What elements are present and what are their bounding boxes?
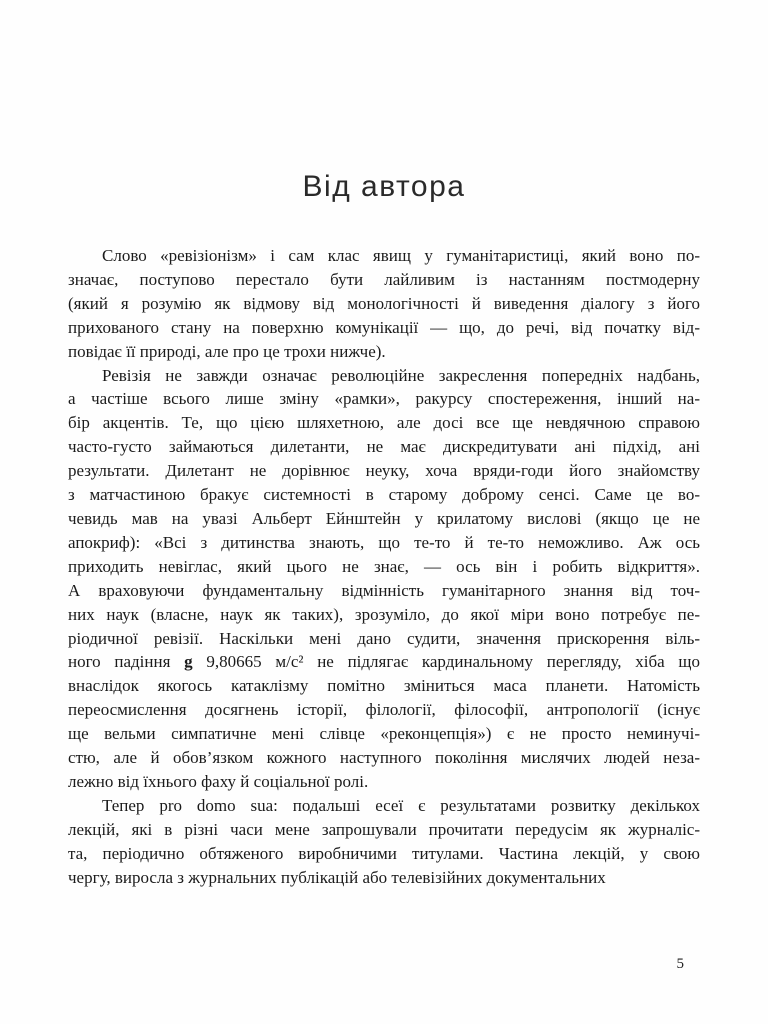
text-line: переосмислення досягнень історії, філології, філософії, антропології (існує — [68, 700, 700, 720]
paragraph — [68, 364, 700, 794]
text-line: значає, поступово перестало бути лайливим із настанням постмодерну — [68, 269, 700, 289]
text-line: прихованого стану на поверхню комунікації — що, до речі, від початку від- — [68, 317, 700, 337]
text-line: ріодичної ревізії. Наскільки мені дано судити, значення прискорення віль- — [68, 628, 700, 648]
text-line: ще вельми симпатичне мені слівце «реконцепція») є не просто неминучі- — [68, 724, 700, 744]
paragraph — [68, 794, 700, 890]
text-line: внаслідок якогось катаклізму помітно зміниться маса планети. Натомість — [68, 676, 700, 696]
text-line: приходить невіглас, який цього не знає, — ось він і робить відкриття». — [68, 556, 700, 576]
text-line: Ревізія не завжди означає революційне закреслення попередніх надбань, — [102, 365, 700, 385]
text-line: а частіше всього лише зміну «рамки», ракурсу спостереження, інший на- — [68, 389, 700, 409]
text-line: часто-густо займаються дилетанти, не має дискредитувати ані підхід, ані — [68, 437, 700, 457]
text-line: лекцій, які в різні часи мене запрошували прочитати передусім як журналіс- — [68, 819, 700, 839]
text-line: А враховуючи фундаментальну відмінність гуманітарного знання від точ- — [68, 580, 700, 600]
text-line: них наук (власне, наук як таких), зрозуміло, до якої міри воно потребує пе- — [68, 604, 700, 624]
text-line: стю, але й обов’язком кожного наступного покоління мислячих людей неза- — [68, 748, 700, 768]
chapter-title: Від автора — [302, 170, 466, 203]
text-line: Тепер pro domo sua: подальші есеї є результатами розвитку декількох — [102, 795, 700, 815]
text-line: чевидь мав на увазі Альберт Ейнштейн у крилатому вислові (якщо це не — [68, 508, 700, 528]
text-line: результати. Дилетант не дорівнює неуку, хоча вряди-годи його знайомству — [68, 461, 700, 481]
text-line: з матчастиною бракує системності в старому доброму сенсі. Саме це во- — [68, 485, 700, 505]
text-line: та, періодично обтяженого виробничими титулами. Частина лекцій, у свою — [68, 843, 700, 863]
page-number: 5 — [676, 956, 684, 972]
text-line: (який я розумію як відмову від монологічності й виведення діалогу з його — [68, 293, 700, 313]
body-text — [68, 244, 700, 889]
text-line: чергу, виросла з журнальних публікацій або телевізійних документальних — [68, 867, 606, 887]
text-line: лежно від їхнього фаху й соціальної ролі. — [68, 771, 369, 791]
paragraph — [68, 244, 700, 364]
text-line: Слово «ревізіонізм» і сам клас явищ у гуманітаристиці, який воно по- — [102, 246, 700, 265]
text-line: бір акцентів. Те, що цією шляхетною, але досі все ще невдячною справою — [68, 413, 700, 433]
text-line: ного падіння g 9,80665 м/с² не підлягає кардинальному перегляду, хіба що — [68, 652, 700, 672]
text-line: повідає її природі, але про це трохи нижче). — [68, 341, 386, 361]
text-line: апокриф): «Всі з дитинства знають, що те-то й те-то неможливо. Аж ось — [68, 532, 700, 552]
